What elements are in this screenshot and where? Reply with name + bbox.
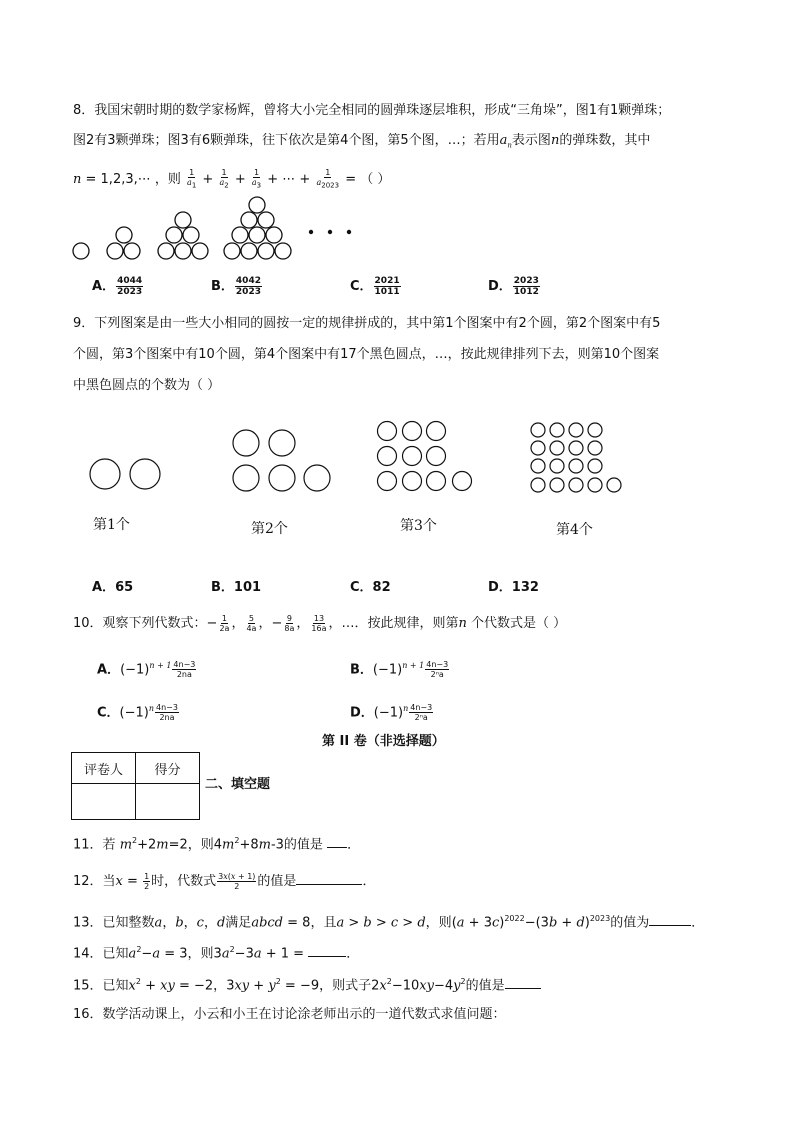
q12: 12．当x = $\frac{1}{2}$ 时，代数式 $\frac{3x(x + 1)}{2}$ 的值是 ． [73,872,376,891]
grader-cell[interactable] [72,784,136,820]
q9-figure-label-1: 第1个 [93,517,130,533]
q9-figure-label-3: 第3个 [400,518,437,534]
q8-option-c[interactable]: C． $\frac{2021}{1011}$ [350,276,400,297]
q12-answer-blank[interactable] [296,884,362,885]
grader-header: 评卷人 [72,753,136,784]
score-cell[interactable] [136,784,200,820]
q10-stem: 10．观察下列代数式：− $\frac{1}{2a}$ ， $\frac{5}{4a}$ ，− $\frac{9}{8a}$ ， $\frac{13}{16a}$ ，…．按此规律，则第n 个代数式是（ ） [73,614,567,633]
q11-answer-blank[interactable] [327,847,347,848]
q11: 11．若 $m^2+2m=2$，则$4m^2+8m-3$的值是 ． [73,836,361,853]
q9-figure-label-2: 第2个 [251,521,288,537]
q10-option-c[interactable]: C．$(-1)^n$ $\frac{4n-3}{2na}$ [97,703,178,723]
q8-option-b[interactable]: B． $\frac{4042}{2023}$ [211,276,261,297]
q10-option-a[interactable]: A．$(-1)^{n + 1}$ $\frac{4n-3}{2na}$ [97,660,196,680]
q9-option-c[interactable]: C．82 [350,580,391,595]
q16: 16．数学活动课上，小云和小王在讨论涂老师出示的一道代数式求值问题： [73,1007,506,1022]
q13: 13．已知整数a，b，c，d满足abcd = 8，且a > b > c > d，则$(a + 3c)^{2022}-(3b + d)^{2023}$的值为 ． [73,914,705,931]
q15-answer-blank[interactable] [505,988,541,989]
q10-option-d[interactable]: D．$(-1)^n$ $\frac{4n-3}{\text{2ⁿa}}$ [350,703,433,723]
q9-option-b[interactable]: B．101 [211,580,262,595]
q8-line3: n = 1,2,3,⋯ ，则 $\frac{1}{a_1}$ + $\frac{1}{a_2}$ + $\frac{1}{a_3}$ + ⋯ + $\frac{1}{a_{2023}}$ = （ ） [73,168,391,190]
q8-line1: 8．我国宋朝时期的数学家杨辉，曾将大小完全相同的圆弹珠逐层堆积，形成“三角垛”，图1有1颗弹珠； [73,103,671,118]
q9-line1: 9．下列图案是由一些大小相同的圆按一定的规律拼成的，其中第1个图案中有2个圆，第2个图案中有5 [73,316,661,331]
q9-option-d[interactable]: D．132 [488,580,539,595]
q8-line2: 图2有3颗弹珠；图3有6颗弹珠，往下依次是第4个图，第5个图，…；若用$a_n$表示图n的弹珠数，其中 [73,133,651,150]
q13-answer-blank[interactable] [649,925,691,926]
q15: 15．已知$x^2$ + xy = −2，$3xy + y^2 = -9$，则式子$2x^2-10xy-4y^2$的值是 [73,972,541,996]
section-fill-in-heading: 二、填空题 [205,777,271,792]
part2-title: 第 II 卷（非选择题） [322,734,445,749]
grader-score-table [71,752,200,820]
q10-option-b[interactable]: B．$(-1)^{n + 1}$ $\frac{4n-3}{\text{2ⁿa}}$ [350,660,449,680]
q9-option-a[interactable]: A．65 [92,580,134,595]
q9-figure-label-4: 第4个 [556,522,593,538]
q8-option-d[interactable]: D． $\frac{2023}{1012}$ [488,276,539,297]
q9-line3: 中黑色圆点的个数为（ ） [73,378,221,393]
score-header: 得分 [136,753,200,784]
q14-answer-blank[interactable] [308,956,346,957]
q9-line2: 个圆，第3个图案中有10个圆，第4个图案中有17个黑色圆点，…，按此规律排列下去，则第10个图案 [73,347,660,362]
q14: 14．已知$a^2-a = 3$，则$3a^2-3a + 1$ = ． [73,945,360,962]
q8-option-a[interactable]: A． $\frac{4044}{2023}$ [92,276,143,297]
